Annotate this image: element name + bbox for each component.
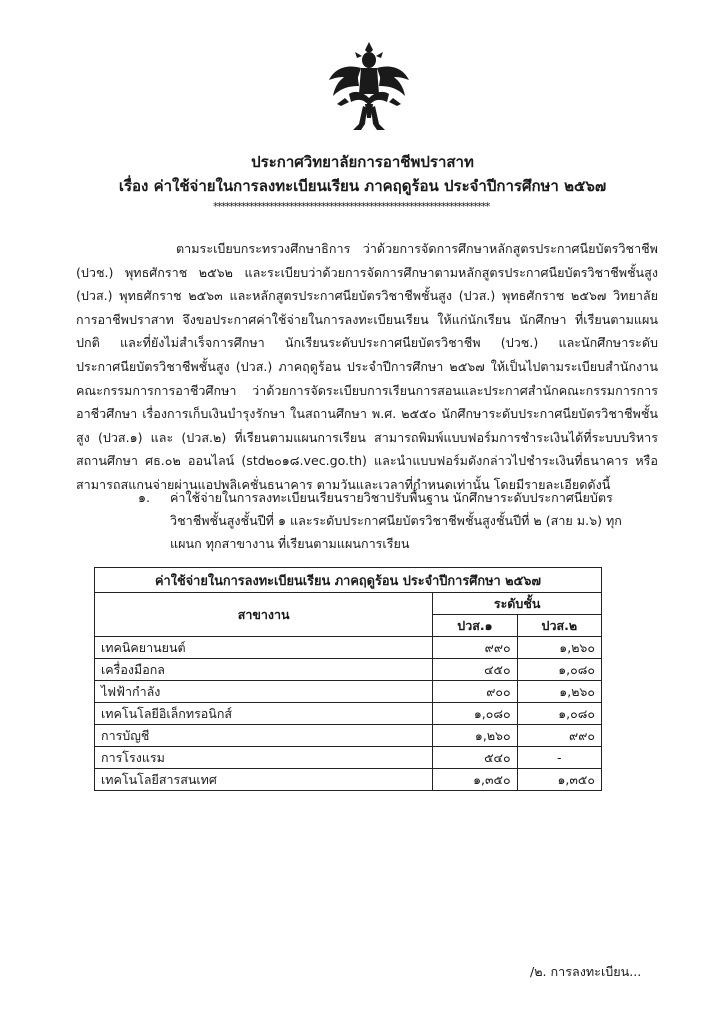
column-header-level2: ปวส.๒	[517, 615, 601, 637]
fee-level2-cell: -	[517, 747, 601, 769]
announcement-title: ประกาศวิทยาลัยการอาชีพปราสาท	[251, 153, 474, 171]
intro-paragraph: ตามระเบียบกระทรวงศึกษาธิการ ว่าด้วยการจัดการศึกษาหลักสูตรประกาศนียบัตรวิชาชีพ (ปวช.) พุทธศักราช ๒๕๖๒ และระเบียบว่าด้วยการจัดการศึกษาตามหลักสูตรประกาศนียบัตรวิชาชีพชั้นสูง (ปวส.) พุทธศักราช ๒๕๖๓ และหลักสูตรประกาศนียบัตรวิชาชีพชั้นสูง (ปวส.) พุทธศักราช ๒๕๖๗ วิทยาลัยการอาชีพปราสาท จึงขอประกาศค่าใช้จ่ายในการลงทะเบียนเรียน ให้แก่นักเรียน นักศึกษา ที่เรียนตามแผนปกติ และที่ยังไม่สำเร็จการศึกษา นักเรียนระดับประกาศนียบัตรวิชาชีพ (ปวช.) และนักศึกษาระดับประกาศนียบัตรวิชาชีพชั้นสูง (ปวส.) ภาคฤดูร้อน ประจำปีการศึกษา ๒๕๖๗ ให้เป็นไปตามระเบียบสำนักงานคณะกรรมการการอาชีวศึกษา ว่าด้วยการจัดระเบียบการเรียนการสอนและประกาศสำนักคณะกรรมการการอาชีวศึกษา เรื่องการเก็บเงินบำรุงรักษา ในสถานศึกษา พ.ศ. ๒๕๕๐ นักศึกษาระดับประกาศนียบัตรวิชาชีพชั้นสูง (ปวส.๑) และ (ปวส.๒) ที่เรียนตามแผนการเรียน สามารถพิมพ์แบบฟอร์มการชำระเงินได้ที่ระบบบริหารสถานศึกษา ศธ.๐๒ ออนไลน์ (std๒๐๑๘.vec.go.th) และนำแบบฟอร์มดังกล่าวไปชำระเงินที่ธนาคาร หรือสามารถสแกนจ่ายผ่านแอปพลิเคชั่นธนาคาร ตามวันและเวลาที่กำหนดเท่านั้น โดยมีรายละเอียดดังนี้	[76, 241, 658, 492]
fee-level2-cell: ๑,๒๖๐	[517, 681, 601, 703]
fee-level2-cell: ๙๙๐	[517, 725, 601, 747]
table-row	[95, 637, 602, 659]
table-row	[95, 703, 602, 725]
column-header-level: ระดับชั้น	[433, 593, 602, 615]
branch-cell: เทคโนโลยีอิเล็กทรอนิกส์	[95, 703, 433, 725]
table-row	[95, 725, 602, 747]
branch-cell: เทคนิคยานยนต์	[95, 637, 433, 659]
fee-level1-cell: ๕๔๐	[433, 747, 517, 769]
list-item-number: ๑.	[138, 490, 150, 505]
announcement-subject: เรื่อง ค่าใช้จ่ายในการลงทะเบียนเรียน ภาคฤดูร้อน ประจำปีการศึกษา ๒๕๖๗	[118, 177, 607, 195]
fee-level1-cell: ๑,๓๕๐	[433, 769, 517, 791]
page-continuation: /๒. การลงทะเบียน...	[530, 964, 642, 979]
branch-cell: การบัญชี	[95, 725, 433, 747]
table-row	[95, 769, 602, 791]
garuda-emblem-icon	[327, 38, 411, 138]
separator-line: *********************************************************************	[213, 200, 489, 213]
fee-level2-cell: ๑,๐๘๐	[517, 703, 601, 725]
fee-level1-cell: ๔๕๐	[433, 659, 517, 681]
table-row	[95, 681, 602, 703]
branch-cell: การโรงแรม	[95, 747, 433, 769]
branch-cell: ไฟฟ้ากำลัง	[95, 681, 433, 703]
fee-level2-cell: ๑,๓๕๐	[517, 769, 601, 791]
table-caption: ค่าใช้จ่ายในการลงทะเบียนเรียน ภาคฤดูร้อน ประจำปีการศึกษา ๒๕๖๗	[95, 568, 602, 593]
fee-level2-cell: ๑,๐๘๐	[517, 659, 601, 681]
branch-cell: เทคโนโลยีสารสนเทศ	[95, 769, 433, 791]
fee-level1-cell: ๑,๐๘๐	[433, 703, 517, 725]
list-item-text: ค่าใช้จ่ายในการลงทะเบียนเรียนรายวิชาปรับพื้นฐาน นักศึกษาระดับประกาศนียบัตรวิชาชีพชั้นสูงชั้นปีที่ ๑ และระดับประกาศนียบัตรวิชาชีพชั้นสูงชั้นปีที่ ๒ (สาย ม.๖) ทุกแผนก ทุกสาขางาน ที่เรียนตามแผนการเรียน	[170, 490, 622, 551]
table-row	[95, 659, 602, 681]
list-item-1	[138, 486, 652, 555]
fee-level1-cell: ๙๙๐	[433, 637, 517, 659]
table-row	[95, 747, 602, 769]
branch-cell: เครื่องมือกล	[95, 659, 433, 681]
fee-level1-cell: ๑,๒๖๐	[433, 725, 517, 747]
column-header-level1: ปวส.๑	[433, 615, 517, 637]
fees-table	[94, 567, 602, 791]
fee-level2-cell: ๑,๒๖๐	[517, 637, 601, 659]
fee-level1-cell: ๙๐๐	[433, 681, 517, 703]
column-header-branch: สาขางาน	[95, 593, 433, 637]
